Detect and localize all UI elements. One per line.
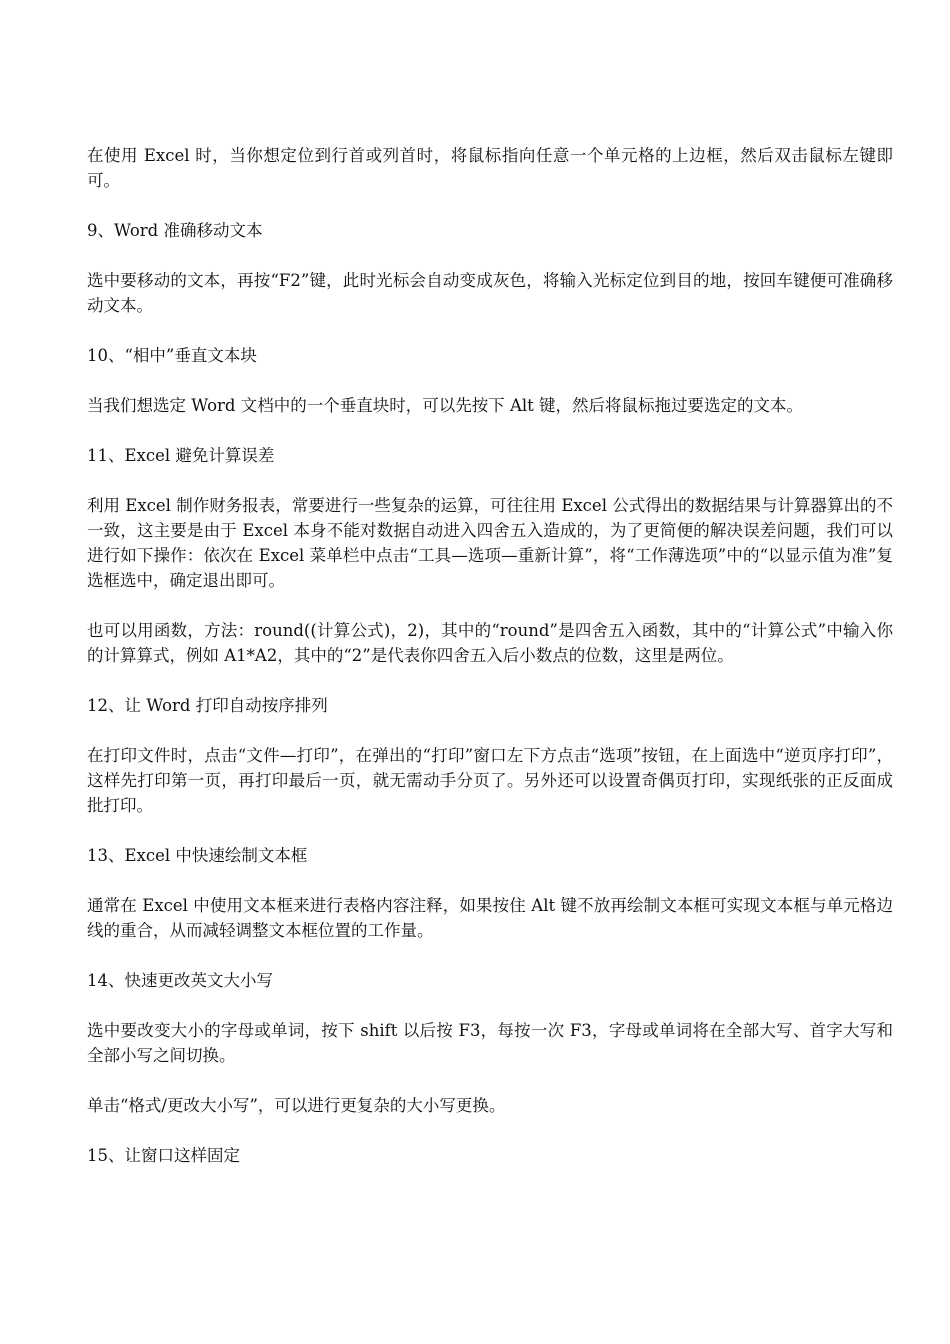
- paragraph-14b: 单击“格式/更改大小写”，可以进行更复杂的大小写更换。: [87, 1096, 506, 1115]
- paragraph-12: 在打印文件时，点击“文件—打印”，在弹出的“打印”窗口左下方点击“选项”按钮，在上面选中“逆页序打印”，这样先打印第一页，再打印最后一页，就无需动手分页了。另外还可以设置奇偶页打印，实现纸张的正反面成批打印。: [87, 746, 893, 815]
- paragraph-13: 通常在 Excel 中使用文本框来进行表格内容注释，如果按住 Alt 键不放再绘制文本框可实现文本框与单元格边线的重合，从而减轻调整文本框位置的工作量。: [87, 896, 893, 940]
- paragraph-11b: 也可以用函数，方法：round((计算公式)，2)，其中的“round”是四舍五入函数，其中的“计算公式”中输入你的计算算式，例如 A1*A2，其中的“2”是代表你四舍五入后小数点的位数，这里是两位。: [87, 621, 893, 665]
- paragraph-9: 选中要移动的文本，再按“F2”键，此时光标会自动变成灰色，将输入光标定位到目的地，按回车键便可准确移动文本。: [87, 271, 893, 315]
- heading-14: 14、快速更改英文大小写: [87, 971, 273, 990]
- heading-11: 11、Excel 避免计算误差: [87, 446, 275, 465]
- heading-15: 15、让窗口这样固定: [87, 1146, 240, 1165]
- heading-13: 13、Excel 中快速绘制文本框: [87, 846, 308, 865]
- heading-10: 10、“相中”垂直文本块: [87, 346, 257, 365]
- paragraph-excel-locate: 在使用 Excel 时，当你想定位到行首或列首时，将鼠标指向任意一个单元格的上边框，然后双击鼠标左键即可。: [87, 146, 893, 190]
- heading-9: 9、Word 准确移动文本: [87, 221, 263, 240]
- paragraph-14a: 选中要改变大小的字母或单词，按下 shift 以后按 F3，每按一次 F3，字母或单词将在全部大写、首字大写和全部小写之间切换。: [87, 1021, 893, 1065]
- paragraph-10: 当我们想选定 Word 文档中的一个垂直块时，可以先按下 Alt 键，然后将鼠标拖过要选定的文本。: [87, 396, 804, 415]
- document-page: [87, 143, 893, 1193]
- paragraph-11a: 利用 Excel 制作财务报表，常要进行一些复杂的运算，可往往用 Excel 公式得出的数据结果与计算器算出的不一致，这主要是由于 Excel 本身不能对数据自动进入四舍五入造成的，为了更简便的解决误差问题，我们可以进行如下操作：依次在 Excel 菜单栏中点击“工具—选项—重新计算”，将“工作薄选项”中的“以显示值为准”复选框选中，确定退出即可。: [87, 496, 893, 590]
- heading-12: 12、让 Word 打印自动按序排列: [87, 696, 328, 715]
